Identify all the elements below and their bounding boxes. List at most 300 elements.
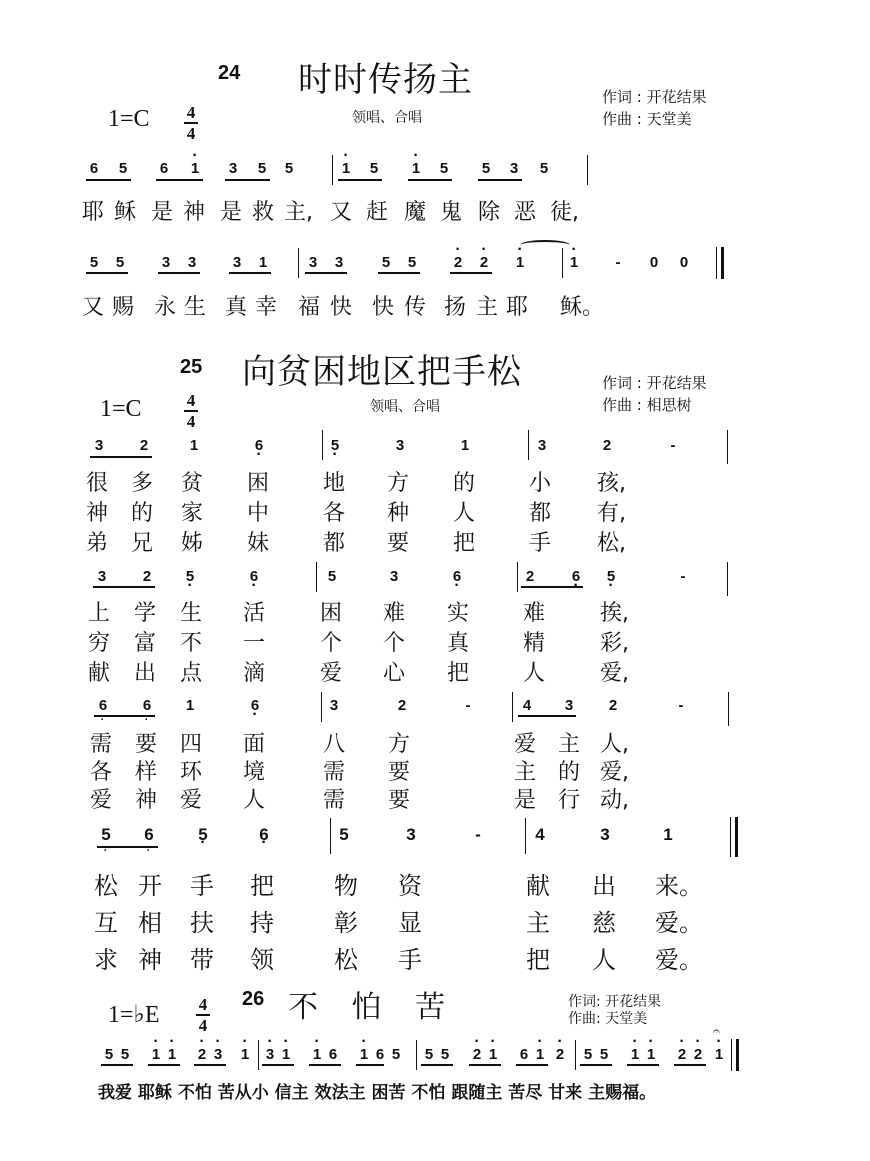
note: 5 · (603, 568, 619, 585)
lyric-char: 主, (284, 200, 313, 225)
note: 6 · (256, 825, 272, 845)
low-octave-dot: · (100, 712, 105, 728)
beam (262, 1064, 294, 1066)
note: 6 · (247, 697, 263, 714)
lyric-char: 有, (597, 501, 626, 526)
note: · 2 (476, 254, 492, 271)
note: 2 (397, 697, 407, 714)
song-number: 26 (242, 988, 265, 1010)
lyric-char: 把 (453, 531, 476, 556)
bar-line (727, 562, 728, 596)
lyric-char: 又 (82, 295, 105, 320)
note: 3 (537, 437, 547, 454)
lyric-char: 持 (250, 909, 274, 937)
lyric-char: 个 (320, 631, 343, 656)
note: 5 (391, 1046, 401, 1063)
key-signature: 1=C (100, 396, 142, 422)
lyric-char: 活 (243, 601, 266, 626)
lyric-char: 心 (383, 661, 406, 686)
note: 4 (522, 697, 532, 714)
lyric-char: 人 (523, 661, 546, 686)
lyric-char: 松 (334, 946, 358, 974)
note: 5 (284, 160, 294, 177)
time-signature: 4 4 (184, 392, 198, 430)
lyrics-line: 我爱 耶稣 不怕 苦从小 信主 效法主 困苦 不怕 跟随主 苦尽 甘来 主赐福。 (98, 1083, 657, 1103)
lyric-char: 爱 (90, 788, 113, 813)
lyric-char: 爱 (514, 732, 537, 757)
lyric-char: 人 (243, 788, 266, 813)
bar-line (258, 1040, 259, 1070)
lyric-char: 的 (453, 471, 476, 496)
beam (305, 272, 347, 274)
note: 3 (600, 825, 610, 844)
lyric-char: 都 (529, 501, 552, 526)
note: 5 (339, 825, 349, 844)
note: 6 · (246, 568, 262, 585)
lyric-char: 滴 (243, 661, 266, 686)
lyric-char: 开 (138, 872, 162, 900)
lyric-char: 出 (592, 872, 616, 900)
note: · 1 (187, 160, 203, 177)
bar-line (322, 430, 323, 460)
note: 3 (94, 437, 104, 454)
note: 1 (663, 825, 673, 844)
lyric-char: 鬼 (440, 200, 463, 225)
lyric-char: 扶 (190, 909, 214, 937)
lyric-char: 爱, (600, 661, 629, 686)
note: 5 (440, 1046, 450, 1063)
note: - (670, 437, 676, 454)
note: · 1 (237, 1046, 253, 1063)
lyric-char: 实 (447, 601, 470, 626)
lyric-char: 生 (184, 295, 207, 320)
lyric-char: 的 (558, 760, 581, 785)
note: 5 (539, 160, 549, 177)
bar-line (517, 562, 518, 592)
lyric-char: 救 (252, 200, 275, 225)
low-octave-dot: · (146, 843, 151, 859)
lyric-char: 真 (447, 631, 470, 656)
note: · 1 (148, 1046, 164, 1063)
note: - (465, 697, 471, 714)
lyric-char: 方 (388, 732, 411, 757)
lyric-char: 面 (243, 732, 266, 757)
lyric-char: 来。 (655, 872, 703, 900)
key-signature: 1=C (108, 106, 150, 132)
bar-line (528, 430, 529, 460)
lyric-char: 传 (404, 295, 427, 320)
note: 6 (89, 160, 99, 177)
lyric-char: 永 (154, 295, 177, 320)
lyric-char: 要 (387, 531, 410, 556)
song-number: 25 (180, 356, 203, 378)
lyric-char: 稣。 (560, 295, 605, 320)
lyric-char: 主 (558, 732, 581, 757)
lyric-char: 神 (138, 946, 162, 974)
note: 6 (142, 697, 152, 714)
note: - (678, 697, 684, 714)
final-bar-line (730, 817, 738, 857)
lyric-char: 各 (90, 760, 113, 785)
note: 2 (608, 697, 618, 714)
lyric-char: 富 (134, 631, 157, 656)
beam (450, 272, 492, 274)
lyric-char: 是 (514, 788, 537, 813)
bar-line (416, 1040, 417, 1070)
beam (90, 456, 152, 458)
note: 3 (97, 568, 107, 585)
note: 2 (139, 437, 149, 454)
lyric-char: 显 (398, 909, 422, 937)
note: - (680, 568, 686, 585)
beam (627, 1064, 659, 1066)
note: 6 (519, 1046, 529, 1063)
lyricist: 作词 : 开花结果 (602, 88, 707, 106)
note: 6 · (251, 437, 267, 454)
lyric-char: 人, (600, 732, 629, 757)
note: 3 (308, 254, 318, 271)
lyric-char: 人 (592, 946, 616, 974)
note: 5 (407, 254, 417, 271)
lyric-char: 动, (600, 788, 629, 813)
lyric-char: 稣 (114, 200, 137, 225)
lyric-char: 爱。 (655, 909, 703, 937)
bar-line (321, 692, 322, 722)
lyric-char: 幸 (255, 295, 278, 320)
beam (225, 179, 270, 181)
beam (674, 1064, 706, 1066)
lyric-char: 手 (529, 531, 552, 556)
lyric-char: 是 (220, 200, 243, 225)
beam (378, 272, 420, 274)
low-octave-dot: · (103, 843, 108, 859)
lyric-char: 松, (597, 531, 626, 556)
lyric-char: 把 (250, 872, 274, 900)
note: 1 (185, 697, 195, 714)
note: 5 (101, 825, 111, 844)
note: 5 (481, 160, 491, 177)
note: · 3 (262, 1046, 278, 1063)
note: · 1 (643, 1046, 659, 1063)
note: 3 (329, 697, 339, 714)
note: 5 (118, 160, 128, 177)
note: 6 (144, 825, 154, 844)
lyric-char: 神 (86, 501, 109, 526)
bar-line (587, 155, 588, 185)
lyric-char: 一 (243, 631, 266, 656)
note: 0 (679, 254, 689, 271)
lyric-char: 穷 (88, 631, 111, 656)
lyric-char: 资 (398, 872, 422, 900)
lyric-char: 的 (131, 501, 154, 526)
lyric-char: 难 (383, 601, 406, 626)
lyric-char: 物 (334, 872, 358, 900)
lyric-char: 扬 (444, 295, 467, 320)
note: 5 (381, 254, 391, 271)
lyric-char: 主 (514, 760, 537, 785)
lyric-char: 要 (135, 732, 158, 757)
note: · 1 (408, 160, 424, 177)
lyric-char: 环 (180, 760, 203, 785)
song-title: 不 怕 苦 (288, 990, 447, 1025)
note: · 1 (512, 254, 528, 271)
lyric-char: 把 (447, 661, 470, 686)
beam (309, 1064, 341, 1066)
note: 1 (460, 437, 470, 454)
lyric-char: 出 (134, 661, 157, 686)
lyric-char: 快 (372, 295, 395, 320)
bar-line (727, 430, 728, 464)
note: 3 (228, 160, 238, 177)
performance-note: 领唱、合唱 (370, 399, 440, 415)
lyric-char: 带 (190, 946, 214, 974)
song-title: 时时传扬主 (298, 60, 473, 100)
note: 6 (159, 160, 169, 177)
final-bar-line (716, 247, 724, 279)
note: · 2 (194, 1046, 210, 1063)
note: 5 (115, 254, 125, 271)
note: 3 (187, 254, 197, 271)
lyric-char: 耶 (506, 295, 529, 320)
bar-line (525, 818, 526, 854)
lyric-char: 把 (526, 946, 550, 974)
lyric-char: 要 (388, 760, 411, 785)
time-signature: 4 4 (196, 996, 210, 1034)
beam (421, 1064, 453, 1066)
beam (521, 586, 583, 588)
beam (518, 715, 576, 717)
lyric-char: 点 (180, 661, 203, 686)
lyricist: 作词 : 开花结果 (602, 374, 707, 392)
note: · 1 (627, 1046, 643, 1063)
lyric-char: 各 (323, 501, 346, 526)
note: 2 (142, 568, 152, 585)
note: 3 (509, 160, 519, 177)
lyric-char: 地 (323, 471, 346, 496)
bar-line (330, 818, 331, 854)
beam (158, 272, 200, 274)
note: 0 (649, 254, 659, 271)
lyric-char: 个 (383, 631, 406, 656)
bar-line (575, 1040, 576, 1070)
note: · 2 (690, 1046, 706, 1063)
note: 3 (395, 437, 405, 454)
lyric-char: 手 (398, 946, 422, 974)
lyric-char: 需 (323, 760, 346, 785)
beam (93, 586, 155, 588)
lyric-char: 爱。 (655, 946, 703, 974)
lyric-char: 恶 (514, 200, 537, 225)
bar-line (562, 248, 563, 278)
note: 5 (599, 1046, 609, 1063)
beam (101, 1064, 133, 1066)
beam (516, 1064, 548, 1066)
lyric-char: 魔 (404, 200, 427, 225)
lyric-char: 除 (478, 200, 501, 225)
note: 5 (439, 160, 449, 177)
lyric-char: 赶 (366, 200, 389, 225)
note: · 2 (674, 1046, 690, 1063)
note: · 2 (552, 1046, 568, 1063)
note: · 1 (309, 1046, 325, 1063)
lyric-char: 挨, (600, 601, 629, 626)
note: 5 · (327, 437, 343, 454)
lyric-char: 种 (387, 501, 410, 526)
note: 1 (189, 437, 199, 454)
composer: 作曲 : 天堂美 (602, 110, 692, 128)
lyric-char: 献 (526, 872, 550, 900)
note: · 2 (469, 1046, 485, 1063)
lyric-char: 贫 (181, 471, 204, 496)
composer: 作曲: 天堂美 (568, 1011, 648, 1027)
note: 5 (369, 160, 379, 177)
note: 5 (327, 568, 337, 585)
note: 5 (120, 1046, 130, 1063)
beam (86, 179, 131, 181)
lyric-char: 精 (523, 631, 546, 656)
lyric-char: 行 (558, 788, 581, 813)
lyric-char: 不 (180, 631, 203, 656)
final-bar-line (731, 1039, 739, 1071)
lyric-char: 福 (298, 295, 321, 320)
note: · 1 (711, 1046, 727, 1063)
beam (86, 272, 128, 274)
lyric-char: 姊 (181, 531, 204, 556)
note: - (475, 825, 481, 844)
lyric-char: 彩, (600, 631, 629, 656)
song-title: 向贫困地区把手松 (242, 352, 522, 392)
lyric-char: 手 (190, 872, 214, 900)
note: · 1 (485, 1046, 501, 1063)
lyricist: 作词: 开花结果 (568, 994, 662, 1010)
note: 5 · (195, 825, 211, 845)
lyric-char: 爱, (600, 760, 629, 785)
lyric-char: 方 (387, 471, 410, 496)
note: 5 (89, 254, 99, 271)
note: 5 (424, 1046, 434, 1063)
lyric-char: 耶 (82, 200, 105, 225)
note: 5 (104, 1046, 114, 1063)
note: 3 (406, 825, 416, 844)
note: 2 (525, 568, 535, 585)
lyric-char: 松 (94, 872, 118, 900)
note: 6 (375, 1046, 385, 1063)
lyric-char: 真 (225, 295, 248, 320)
lyric-char: 学 (134, 601, 157, 626)
lyric-char: 赐 (112, 295, 135, 320)
beam (194, 1064, 226, 1066)
lyric-char: 困 (247, 471, 270, 496)
lyric-char: 境 (243, 760, 266, 785)
note: - (615, 254, 621, 271)
lyric-char: 家 (181, 501, 204, 526)
lyric-char: 互 (94, 909, 118, 937)
lyric-char: 很 (86, 471, 109, 496)
lyric-char: 彰 (334, 909, 358, 937)
note: 2 (602, 437, 612, 454)
note: · 1 (164, 1046, 180, 1063)
lyric-char: 爱 (180, 788, 203, 813)
lyric-char: 相 (138, 909, 162, 937)
lyric-char: 都 (323, 531, 346, 556)
fermata-icon: 𝄐 (713, 1024, 720, 1038)
note: 6 (98, 697, 108, 714)
lyric-char: 要 (388, 788, 411, 813)
lyric-char: 主 (476, 295, 499, 320)
lyric-char: 神 (183, 200, 206, 225)
note: 5 (257, 160, 267, 177)
beam (148, 1064, 180, 1066)
lyric-char: 困 (320, 601, 343, 626)
note: 6 · (568, 568, 584, 585)
note: 5 (583, 1046, 593, 1063)
lyric-char: 中 (247, 501, 270, 526)
note: · 3 (210, 1046, 226, 1063)
composer: 作曲 : 相思树 (602, 396, 692, 414)
note: 3 (161, 254, 171, 271)
lyric-char: 小 (529, 471, 552, 496)
lyric-char: 弟 (86, 531, 109, 556)
lyric-char: 领 (250, 946, 274, 974)
lyric-char: 兄 (131, 531, 154, 556)
bar-line (512, 692, 513, 722)
lyric-char: 爱 (320, 661, 343, 686)
note: 3 (334, 254, 344, 271)
lyric-char: 妹 (247, 531, 270, 556)
lyric-char: 四 (180, 732, 203, 757)
low-octave-dot: · (144, 712, 149, 728)
lyric-char: 献 (88, 661, 111, 686)
lyric-char: 求 (94, 946, 118, 974)
bar-line (316, 562, 317, 592)
note: · 1 (532, 1046, 548, 1063)
time-signature: 4 4 (184, 104, 198, 142)
lyric-char: 神 (135, 788, 158, 813)
key-signature: 1=♭E (108, 1002, 160, 1028)
note: · 1 (278, 1046, 294, 1063)
beam (580, 1064, 612, 1066)
bar-line (728, 692, 729, 726)
note: 1 (258, 254, 268, 271)
performance-note: 领唱、合唱 (352, 110, 422, 126)
lyric-char: 是 (151, 200, 174, 225)
beam (229, 272, 271, 274)
lyric-char: 难 (523, 601, 546, 626)
bar-line (298, 248, 299, 278)
lyric-char: 又 (330, 200, 353, 225)
beam (156, 179, 203, 181)
beam (408, 179, 452, 181)
note: 5 · (182, 568, 198, 585)
note: · 1 (338, 160, 354, 177)
song-number: 24 (218, 62, 241, 84)
lyric-char: 上 (88, 601, 111, 626)
lyric-char: 需 (90, 732, 113, 757)
lyric-char: 徒, (550, 200, 579, 225)
lyric-char: 孩, (597, 471, 626, 496)
lyric-char: 慈 (592, 909, 616, 937)
lyric-char: 快 (330, 295, 353, 320)
lyric-char: 多 (131, 471, 154, 496)
note: 6 (328, 1046, 338, 1063)
tie-slur (520, 240, 570, 250)
note: · 1 (566, 254, 582, 271)
lyric-char: 人 (453, 501, 476, 526)
beam (469, 1064, 501, 1066)
lyric-char: 生 (180, 601, 203, 626)
note: 3 (389, 568, 399, 585)
lyric-char: 样 (135, 760, 158, 785)
